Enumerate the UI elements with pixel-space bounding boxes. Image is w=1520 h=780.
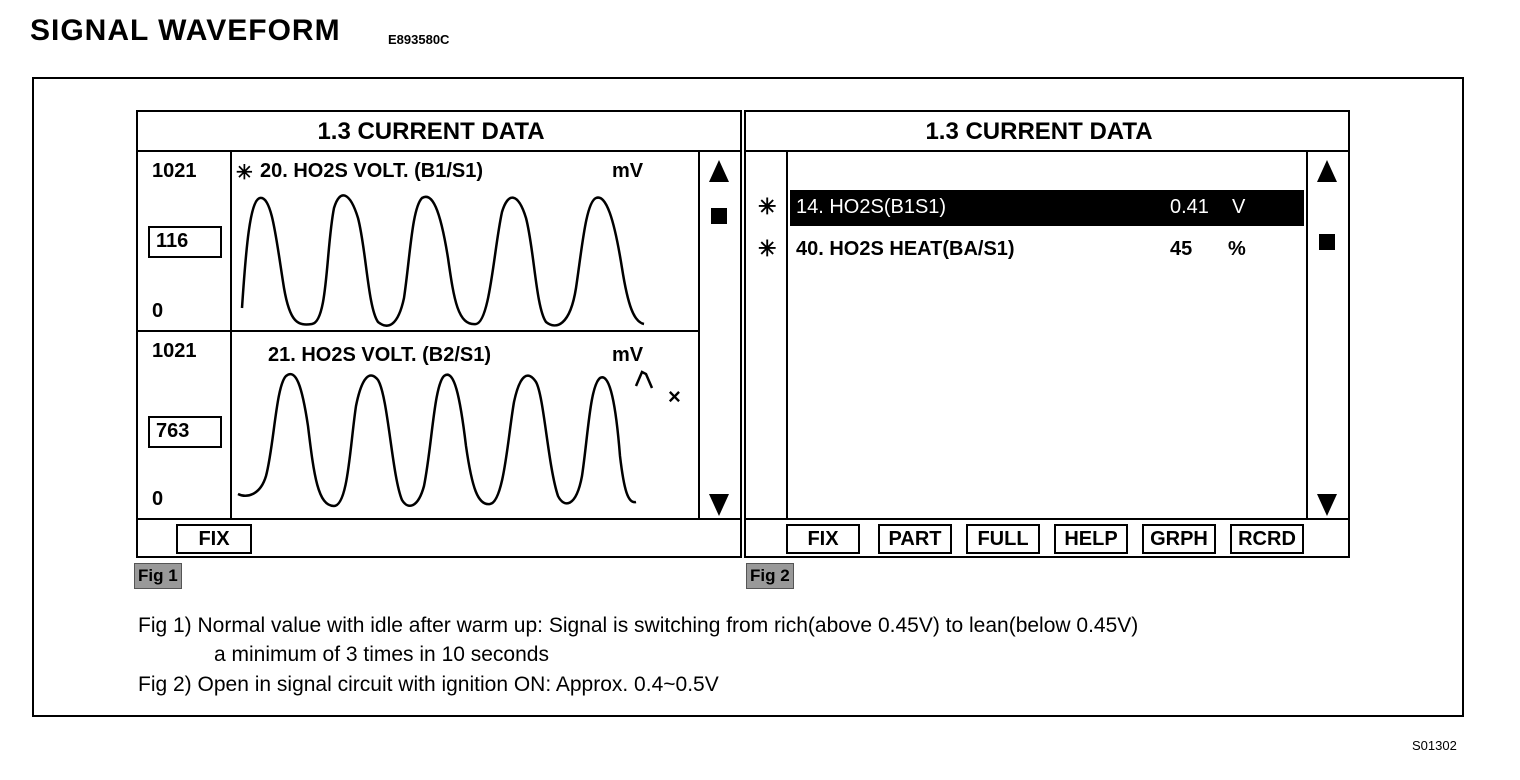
divider [786,150,788,520]
graph2-value-box: 763 [148,416,222,448]
graph2-waveform [232,366,698,518]
grph-button[interactable]: GRPH [1142,524,1216,554]
graph1-max: 1021 [152,160,197,182]
row2-label[interactable]: 40. HO2S HEAT(BA/S1) [796,238,1015,260]
graph2-max: 1021 [152,340,197,362]
divider [698,150,700,520]
fig2-header: 1.3 CURRENT DATA [925,118,1153,145]
scroll-up-icon[interactable] [709,160,729,182]
scroll-up-icon[interactable] [1317,160,1337,182]
row1-label: 14. HO2S(B1S1) [796,196,947,218]
fix-button[interactable]: FIX [786,524,860,554]
fig1-tag: Fig 1 [134,563,182,589]
divider [138,518,740,520]
graph1-waveform [232,188,698,328]
divider [746,150,1348,152]
divider [138,330,700,332]
graph2-label: 21. HO2S VOLT. (B2/S1) [268,344,492,366]
row1-value: 0.41 [1170,196,1209,218]
fig2-tag: Fig 2 [746,563,794,589]
graph2-unit: mV [612,344,644,366]
reference-code: S01302 [1412,738,1457,753]
row1-unit: V [1232,196,1246,218]
graph1-label: 20. HO2S VOLT. (B1/S1) [260,160,484,182]
scroll-down-icon[interactable] [709,494,729,516]
graph1-min: 0 [152,300,164,322]
scroll-down-icon[interactable] [1317,494,1337,516]
row1-marker: ✳ [758,194,777,219]
scroll-thumb-icon[interactable] [711,208,727,224]
divider [746,518,1348,520]
divider [1306,150,1308,520]
note-fig2: Fig 2) Open in signal circuit with ignition ON: Approx. 0.4~0.5V [138,673,719,696]
fig2-panel [744,110,1350,558]
graph2-marker: × [668,384,681,409]
page-title: SIGNAL WAVEFORM [30,14,341,47]
rcrd-button[interactable]: RCRD [1230,524,1304,554]
scroll-thumb-icon[interactable] [1319,234,1335,250]
fix-button[interactable]: FIX [176,524,252,554]
graph1-value-box: 116 [148,226,222,258]
row2-value: 45 [1170,238,1193,260]
row2-marker: ✳ [758,236,777,261]
part-button[interactable]: PART [878,524,952,554]
fig1-panel [136,110,742,558]
document-code: E893580C [388,32,450,47]
row2-unit: % [1228,238,1246,260]
divider [138,150,740,152]
note-fig1: Fig 1) Normal value with idle after warm up: Signal is switching from rich(above 0.45V) to lean(below 0.45V) [138,614,1139,637]
full-button[interactable]: FULL [966,524,1040,554]
graph1-marker: ✳ [236,162,253,184]
note-fig1-cont: a minimum of 3 times in 10 seconds [214,643,549,666]
graph1-unit: mV [612,160,644,182]
help-button[interactable]: HELP [1054,524,1128,554]
graph2-min: 0 [152,488,164,510]
fig1-header: 1.3 CURRENT DATA [317,118,545,145]
